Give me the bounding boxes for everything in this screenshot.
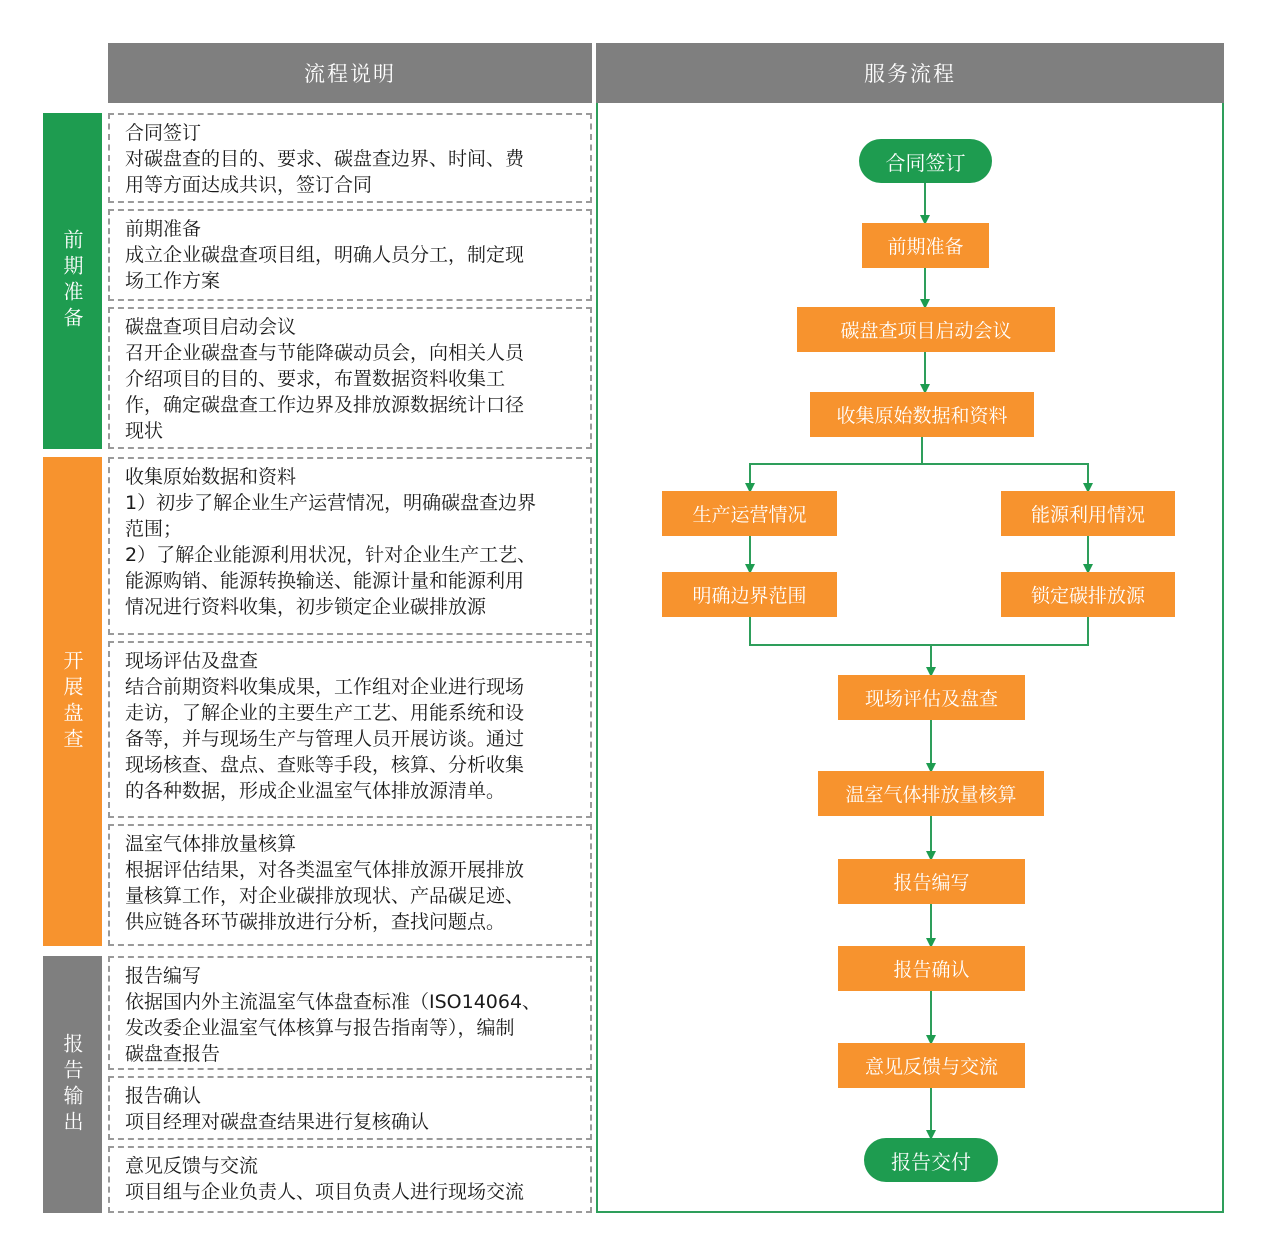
- flow-node-end: 报告交付: [864, 1138, 998, 1182]
- flow-merge-line: [750, 617, 931, 675]
- description-body: 1）初步了解企业生产运营情况，明确碳盘查边界 范围； 2）了解企业能源利用状况，针对企业生产工艺、 能源购销、能源转换输送、能源计量和能源利用 情况进行资料收集，初步锁定企业碳排放源: [125, 492, 537, 618]
- description-title: 收集原始数据和资料: [125, 466, 297, 488]
- flow-node-feedback: 意见反馈与交流: [838, 1043, 1025, 1088]
- description-body: 根据评估结果，对各类温室气体排放源开展排放 量核算工作，对企业碳排放现状、产品碳足迹、 供应链各环节碳排放进行分析，查找问题点。: [125, 859, 525, 933]
- description-title: 合同签订: [125, 122, 202, 144]
- header-process-description: 流程说明: [108, 43, 592, 103]
- flow-split-line: [750, 437, 922, 491]
- flow-node-boundary: 明确边界范围: [662, 572, 837, 617]
- description-body: 项目组与企业负责人、项目负责人进行现场交流: [125, 1181, 525, 1203]
- description-body: 依据国内外主流温室气体盘查标准（ISO14064、 发改委企业温室气体核算与报告指南等），编制 碳盘查报告: [125, 991, 542, 1065]
- description-body: 召开企业碳盘查与节能降碳动员会，向相关人员 介绍项目的目的、要求，布置数据资料收集工 作，确定碳盘查工作边界及排放源数据统计口径 现状: [125, 342, 525, 442]
- flow-node-kickoff: 碳盘查项目启动会议: [797, 307, 1055, 352]
- description-body: 项目经理对碳盘查结果进行复核确认: [125, 1111, 430, 1133]
- flow-node-production: 生产运营情况: [662, 491, 837, 536]
- description-title: 现场评估及盘查: [125, 650, 259, 672]
- flow-node-emission-source: 锁定碳排放源: [1001, 572, 1175, 617]
- description-body: 结合前期资料收集成果，工作组对企业进行现场 走访，了解企业的主要生产工艺、用能系统和设 备等，并与现场生产与管理人员开展访谈。通过 现场核查、盘点、查账等手段，核算、分析收集 的各种数据，形成企业温室气体排放源清单。: [125, 676, 525, 802]
- phase-label: 开展盘查: [60, 649, 84, 754]
- description-title: 温室气体排放量核算: [125, 833, 297, 855]
- header-service-flow: 服务流程: [596, 43, 1224, 103]
- flow-merge-line: [931, 617, 1088, 645]
- flow-node-prep: 前期准备: [862, 223, 989, 268]
- flow-node-write: 报告编写: [838, 859, 1025, 904]
- description-title: 报告确认: [125, 1085, 202, 1107]
- flow-node-ghg: 温室气体排放量核算: [818, 771, 1044, 816]
- flow-node-collect: 收集原始数据和资料: [810, 392, 1034, 437]
- phase-label: 报告输出: [60, 1032, 84, 1137]
- description-body: 对碳盘查的目的、要求、碳盘查边界、时间、费 用等方面达成共识，签订合同: [125, 148, 525, 196]
- flow-node-confirm: 报告确认: [838, 946, 1025, 991]
- description-title: 意见反馈与交流: [125, 1155, 259, 1177]
- flow-node-onsite: 现场评估及盘查: [838, 675, 1025, 720]
- description-title: 报告编写: [125, 965, 202, 987]
- flow-node-energy: 能源利用情况: [1001, 491, 1175, 536]
- description-body: 成立企业碳盘查项目组，明确人员分工，制定现 场工作方案: [125, 244, 525, 292]
- flow-node-start: 合同签订: [859, 139, 992, 183]
- description-title: 前期准备: [125, 218, 202, 240]
- flow-split-line: [922, 464, 1088, 491]
- description-title: 碳盘查项目启动会议: [125, 316, 297, 338]
- phase-label: 前期准备: [60, 229, 84, 333]
